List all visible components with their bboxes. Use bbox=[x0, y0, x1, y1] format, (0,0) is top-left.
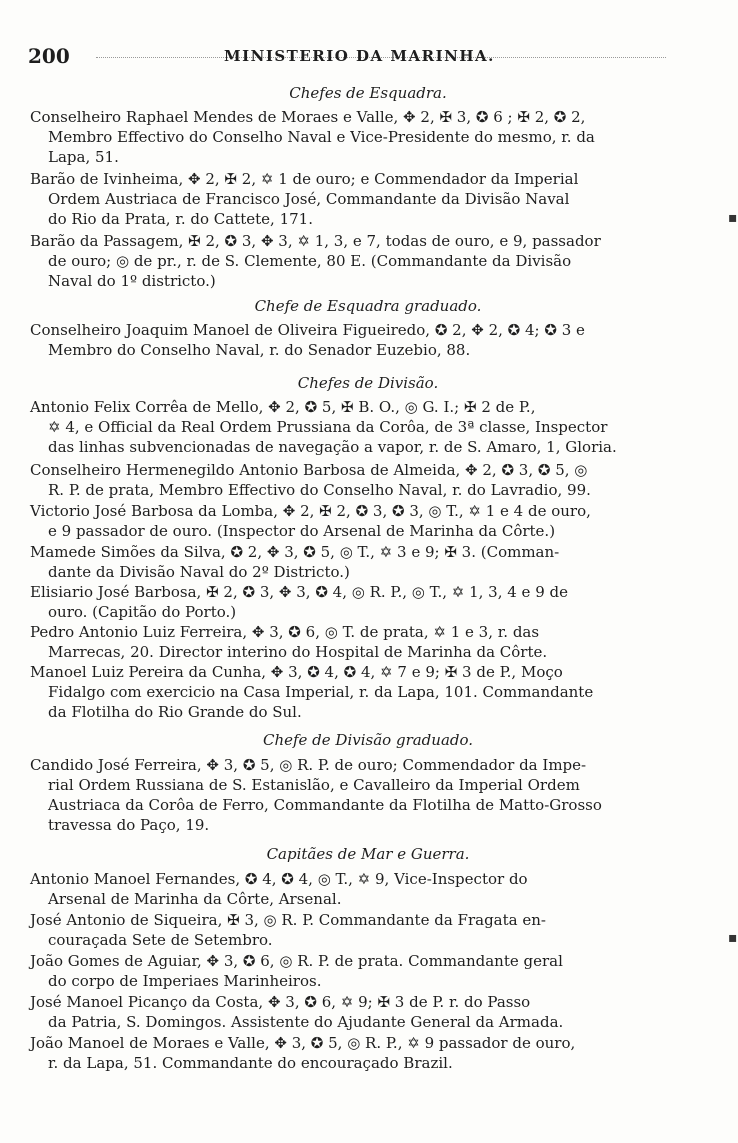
section-title: Chefes de Divisão. bbox=[297, 374, 439, 392]
entry: Conselheiro Hermenegildo Antonio Barbosa de Almeida, ✥ 2, ✪ 3, ✪ 5, ◎ R. P. de prata, Membro Effectivo do Conselho Naval, r. do Lavradio, 99. bbox=[30, 461, 591, 499]
entry: Manoel Luiz Pereira da Cunha, ✥ 3, ✪ 4, ✪ 4, ✡ 7 e 9; ✠ 3 de P., Moço Fidalgo com exercicio na Casa Imperial, r. da Lapa, 101. Commandante da Flotilha do Rio Grande do Sul. bbox=[30, 663, 594, 721]
margin-mark: ▪ bbox=[728, 930, 738, 946]
entry: Victorio José Barbosa da Lomba, ✥ 2, ✠ 2, ✪ 3, ✪ 3, ◎ T., ✡ 1 e 4 de ouro, e 9 passador de ouro. (Inspector do Arsenal de Marinha da Côrte.) bbox=[30, 502, 591, 540]
entry: João Manoel de Moraes e Valle, ✥ 3, ✪ 5, ◎ R. P., ✡ 9 passador de ouro, r. da Lapa, 51. Commandante do encouraçado Brazil. bbox=[30, 1034, 576, 1072]
entry: João Gomes de Aguiar, ✥ 3, ✪ 6, ◎ R. P. de prata. Commandante geral do corpo de Imperiaes Marinheiros. bbox=[30, 952, 563, 990]
entry: Conselheiro Joaquim Manoel de Oliveira Figueiredo, ✪ 2, ✥ 2, ✪ 4; ✪ 3 e Membro do Conselho Naval, r. do Senador Euzebio, 88. bbox=[30, 321, 585, 359]
section-title: Chefe de Divisão graduado. bbox=[262, 731, 474, 749]
entry: José Antonio de Siqueira, ✠ 3, ◎ R. P. Commandante da Fragata en- couraçada Sete de Setembro. bbox=[30, 911, 546, 949]
margin-mark: ▪ bbox=[728, 210, 738, 226]
entry: Mamede Simões da Silva, ✪ 2, ✥ 3, ✪ 5, ◎ T., ✡ 3 e 9; ✠ 3. (Comman- dante da Divisão Naval do 2º Districto.) bbox=[30, 543, 560, 581]
entry: Elisiario José Barbosa, ✠ 2, ✪ 3, ✥ 3, ✪ 4, ◎ R. P., ◎ T., ✡ 1, 3, 4 e 9 de ouro. (Capitão do Porto.) bbox=[30, 583, 568, 621]
section-title: Capitães de Mar e Guerra. bbox=[266, 845, 470, 863]
page-number: 200 bbox=[28, 44, 70, 68]
entry: Candido José Ferreira, ✥ 3, ✪ 5, ◎ R. P. de ouro; Commendador da Impe- rial Ordem Russiana de S. Estanislão, e Cavalleiro da Imperial Ordem Austriaca da Corôa de Ferro, Commandante da Flotilha de Matto-Grosso travessa do Paço, 19. bbox=[30, 756, 602, 834]
entry: Pedro Antonio Luiz Ferreira, ✥ 3, ✪ 6, ◎ T. de prata, ✡ 1 e 3, r. das Marrecas, 20. Director interino do Hospital de Marinha da Côrte. bbox=[30, 623, 548, 661]
page-header bbox=[28, 44, 668, 70]
entry: José Manoel Picanço da Costa, ✥ 3, ✪ 6, ✡ 9; ✠ 3 de P. r. do Passo da Patria, S. Domingos. Assistente do Ajudante General da Armada. bbox=[30, 993, 564, 1031]
entry: Antonio Felix Corrêa de Mello, ✥ 2, ✪ 5, ✠ B. O., ◎ G. I.; ✠ 2 de P., ✡ 4, e Official da Real Ordem Prussiana da Corôa, de 3ª classe, Inspector das linhas subvencionadas de navegação a vapor, r. de S. Amaro, 1, Gloria. bbox=[30, 398, 617, 456]
section-title: Chefes de Esquadra. bbox=[289, 84, 447, 102]
entry: Barão de Ivinheima, ✥ 2, ✠ 2, ✡ 1 de ouro; e Commendador da Imperial Ordem Austriaca de Francisco José, Commandante da Divisão Naval do Rio da Prata, r. do Cattete, 171. bbox=[30, 170, 579, 228]
entry: Conselheiro Raphael Mendes de Moraes e Valle, ✥ 2, ✠ 3, ✪ 6 ; ✠ 2, ✪ 2, Membro Effectivo do Conselho Naval e Vice-Presidente do mesmo, r. da Lapa, 51. bbox=[30, 108, 595, 166]
entry: Antonio Manoel Fernandes, ✪ 4, ✪ 4, ◎ T., ✡ 9, Vice-Inspector do Arsenal de Marinha da Côrte, Arsenal. bbox=[30, 870, 528, 908]
entry: Barão da Passagem, ✠ 2, ✪ 3, ✥ 3, ✡ 1, 3, e 7, todas de ouro, e 9, passador de ouro; ◎ de pr., r. de S. Clemente, 80 E. (Commandante da Divisão Naval do 1º districto.) bbox=[30, 232, 601, 290]
page-title: MINISTERIO DA MARINHA. bbox=[224, 47, 495, 65]
section-title: Chefe de Esquadra graduado. bbox=[254, 297, 482, 315]
